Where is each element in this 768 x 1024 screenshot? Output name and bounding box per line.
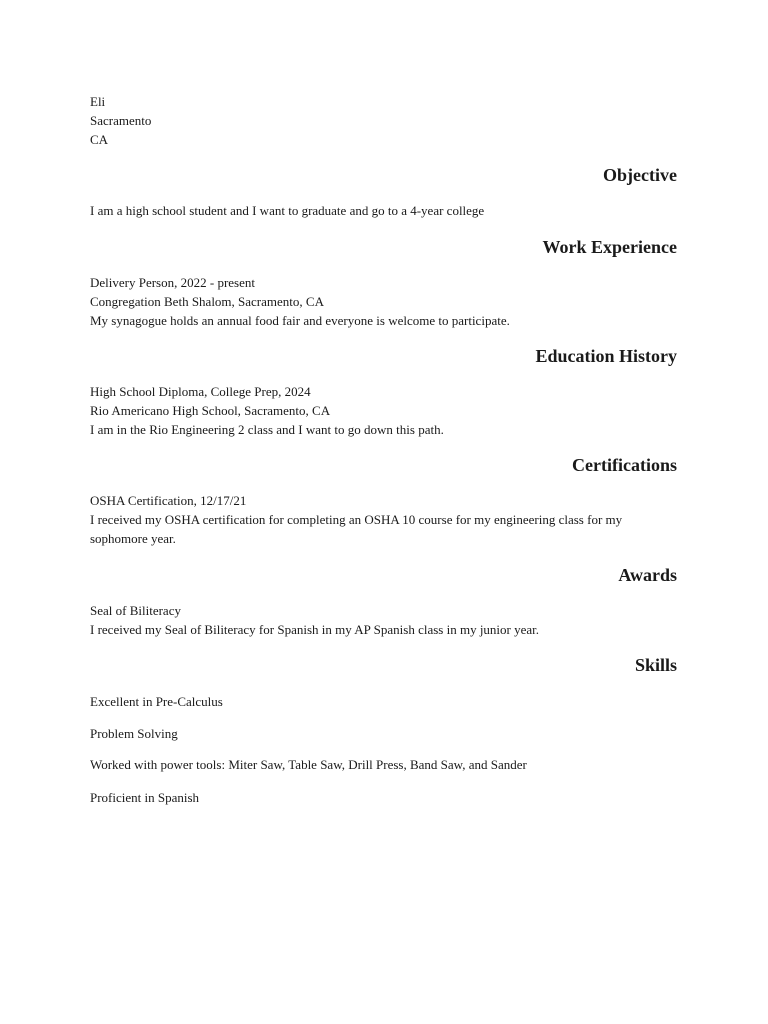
certifications-heading: Certifications xyxy=(572,455,677,475)
applicant-name: Eli xyxy=(90,94,106,109)
work-description: My synagogue holds an annual food fair and everyone is welcome to participate. xyxy=(90,313,510,328)
education-heading: Education History xyxy=(535,346,677,366)
education-school: Rio Americano High School, Sacramento, CA xyxy=(90,403,331,418)
certification-description: I received my OSHA certification for completing an OSHA 10 course for my engineering class for my sophomore year. xyxy=(90,512,623,546)
skill-item: Excellent in Pre-Calculus xyxy=(90,694,223,709)
award-name: Seal of Biliteracy xyxy=(90,603,181,618)
award-description: I received my Seal of Biliteracy for Spanish in my AP Spanish class in my junior year. xyxy=(90,622,540,637)
skill-item: Problem Solving xyxy=(90,726,178,741)
applicant-city: Sacramento xyxy=(90,113,152,128)
work-role: Delivery Person, 2022 - present xyxy=(90,275,255,290)
skills-heading: Skills xyxy=(634,655,677,675)
applicant-state: CA xyxy=(90,132,109,147)
objective-text: I am a high school student and I want to graduate and go to a 4-year college xyxy=(90,203,485,218)
work-experience-heading: Work Experience xyxy=(542,237,677,257)
certification-name: OSHA Certification, 12/17/21 xyxy=(90,493,247,508)
education-description: I am in the Rio Engineering 2 class and I want to go down this path. xyxy=(90,422,444,437)
education-degree: High School Diploma, College Prep, 2024 xyxy=(90,384,311,399)
work-organization: Congregation Beth Shalom, Sacramento, CA xyxy=(90,294,324,309)
skill-item: Proficient in Spanish xyxy=(90,790,200,805)
objective-heading: Objective xyxy=(603,165,677,185)
awards-heading: Awards xyxy=(618,565,677,585)
skill-item: Worked with power tools: Miter Saw, Table Saw, Drill Press, Band Saw, and Sander xyxy=(90,757,527,772)
